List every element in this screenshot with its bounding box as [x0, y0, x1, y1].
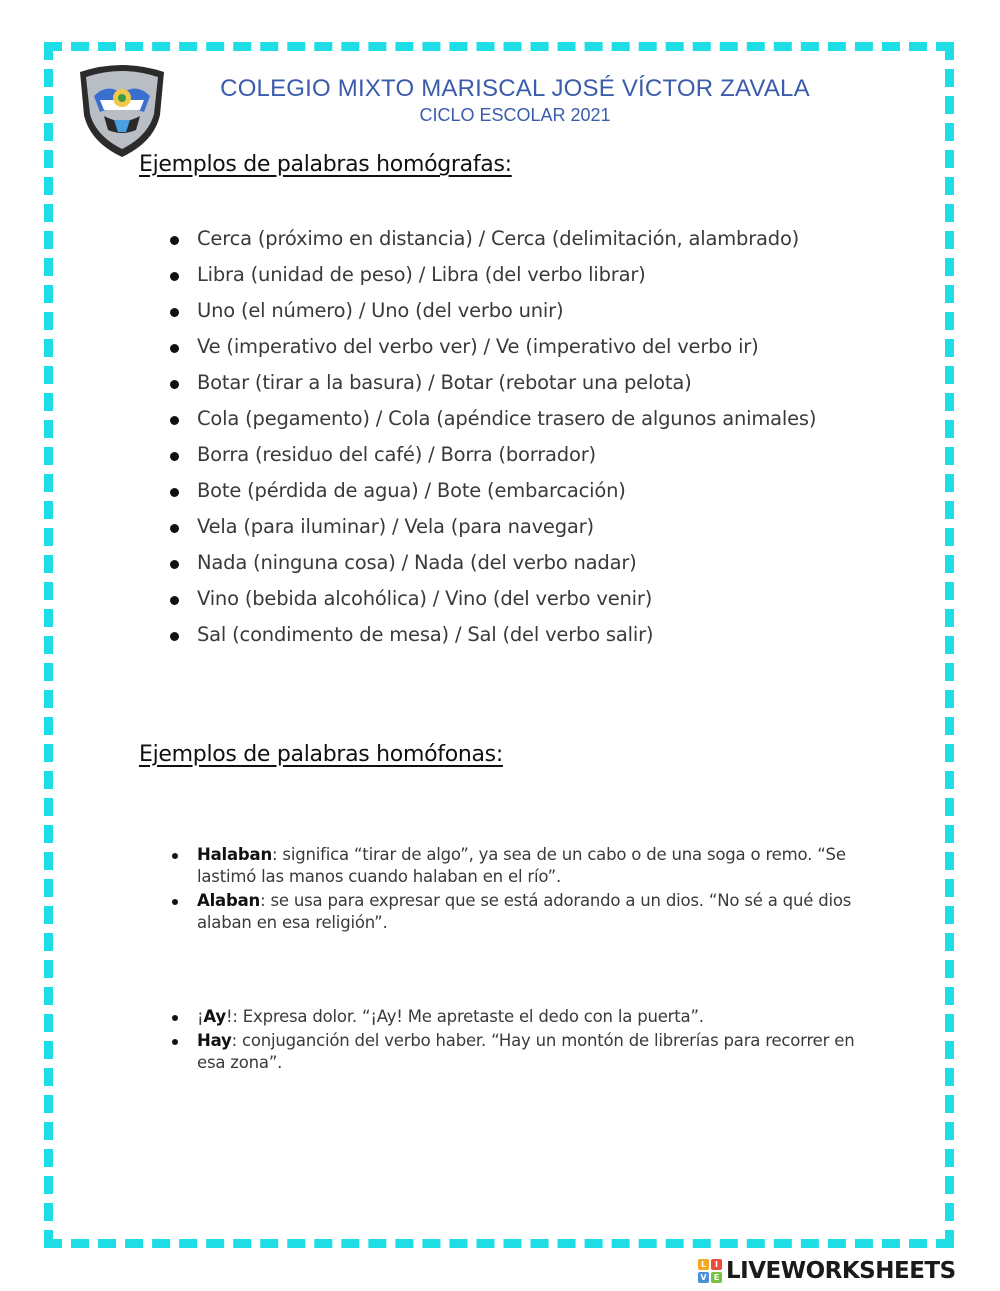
homografas-title: Ejemplos de palabras homógrafas: — [139, 152, 512, 177]
homofona-definition: !: Expresa dolor. “¡Ay! Me apretaste el dedo con la puerta”. — [225, 1007, 704, 1026]
homofonas-list-1 — [168, 844, 858, 936]
list-item: Vino (bebida alcohólica) / Vino (del verbo venir) — [168, 586, 848, 612]
homofona-prefix: ¡ — [197, 1007, 204, 1026]
homofona-word: Ay — [203, 1007, 226, 1026]
brand-block: E — [711, 1272, 722, 1283]
school-crest-logo — [74, 60, 170, 160]
brand-block: I — [711, 1259, 722, 1270]
homografas-list — [168, 226, 848, 658]
homofona-definition: : significa “tirar de algo”, ya sea de un cabo o de una soga o remo. “Se lastimó las manos cuando halaban en el río”. — [197, 845, 846, 886]
list-item: Bote (pérdida de agua) / Bote (embarcación) — [168, 478, 848, 504]
homofona-word: Hay — [197, 1031, 232, 1050]
list-item — [168, 1006, 858, 1028]
homofona-word: Alaban — [197, 891, 261, 910]
list-item: Libra (unidad de peso) / Libra (del verbo librar) — [168, 262, 848, 288]
homofona-word: Halaban — [197, 845, 273, 864]
list-item: Cola (pegamento) / Cola (apéndice trasero de algunos animales) — [168, 406, 848, 432]
list-item — [168, 890, 858, 934]
list-item — [168, 844, 858, 888]
list-item — [168, 1030, 858, 1074]
list-item: Cerca (próximo en distancia) / Cerca (delimitación, alambrado) — [168, 226, 848, 252]
school-cycle: CICLO ESCOLAR 2021 — [419, 105, 611, 125]
brand-block: L — [698, 1259, 709, 1270]
homofonas-list-2 — [168, 1006, 858, 1076]
school-header — [185, 74, 845, 126]
brand-blocks-icon — [698, 1259, 722, 1283]
list-item: Uno (el número) / Uno (del verbo unir) — [168, 298, 848, 324]
school-name: COLEGIO MIXTO MARISCAL JOSÉ VÍCTOR ZAVALA — [220, 75, 810, 102]
list-item: Borra (residuo del café) / Borra (borrador) — [168, 442, 848, 468]
list-item: Nada (ninguna cosa) / Nada (del verbo nadar) — [168, 550, 848, 576]
list-item: Sal (condimento de mesa) / Sal (del verbo salir) — [168, 622, 848, 648]
homofona-definition: : conjuganción del verbo haber. “Hay un montón de librerías para recorrer en esa zona”. — [197, 1031, 855, 1072]
list-item: Ve (imperativo del verbo ver) / Ve (imperativo del verbo ir) — [168, 334, 848, 360]
liveworksheets-logo — [698, 1256, 956, 1286]
list-item: Vela (para iluminar) / Vela (para navegar) — [168, 514, 848, 540]
brand-name: LIVEWORKSHEETS — [726, 1258, 956, 1284]
homofonas-title: Ejemplos de palabras homófonas: — [139, 742, 503, 767]
homofona-definition: : se usa para expresar que se está adorando a un dios. “No sé a qué dios alaban en esa religión”. — [197, 891, 852, 932]
list-item: Botar (tirar a la basura) / Botar (rebotar una pelota) — [168, 370, 848, 396]
brand-block: V — [698, 1272, 709, 1283]
